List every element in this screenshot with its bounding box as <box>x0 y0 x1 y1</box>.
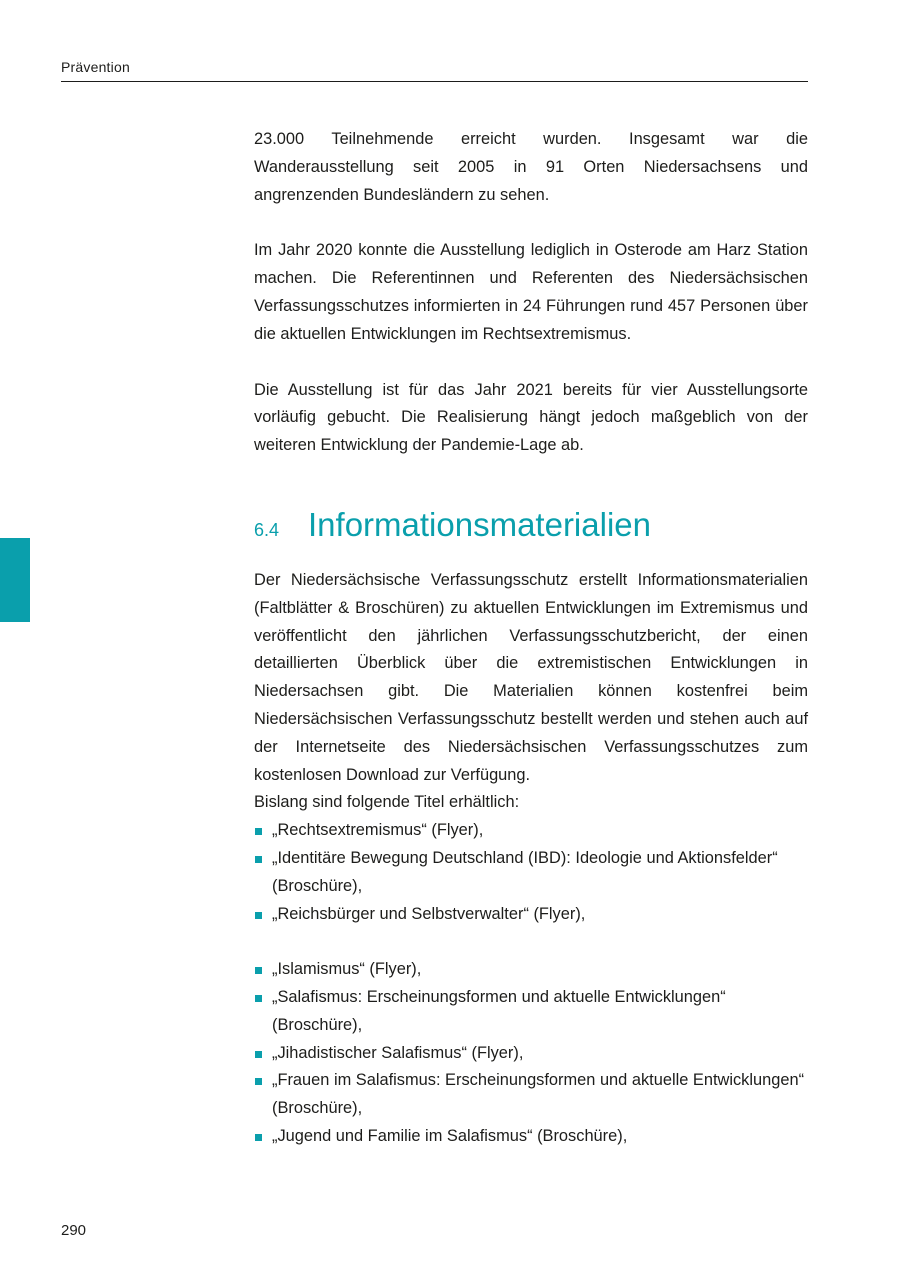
paragraph-exhibition-reach: 23.000 Teilnehmende erreicht wurden. Insgesamt war die Wanderausstellung seit 2005 in 91 Orten Niedersachsens und angrenzenden Bundesländern zu sehen. <box>254 130 808 204</box>
list-item-text: „Rechtsextremismus“ (Flyer), <box>272 821 484 840</box>
list-item <box>254 1123 808 1151</box>
square-bullet-icon <box>255 828 262 835</box>
square-bullet-icon <box>255 1051 262 1058</box>
list-intro: Bislang sind folgende Titel erhältlich: <box>254 793 520 812</box>
page-number: 290 <box>61 1222 87 1239</box>
square-bullet-icon <box>255 967 262 974</box>
list-item <box>254 845 808 901</box>
list-item <box>254 956 808 984</box>
list-item-text: „Jihadistischer Salafismus“ (Flyer), <box>272 1043 524 1062</box>
header-rule <box>61 81 808 82</box>
titles-list <box>254 817 808 1151</box>
section-body-paragraph: Der Niedersächsische Verfassungsschutz erstellt Informationsmaterialien (Faltblätter & Broschüren) zu aktuellen Entwicklungen im Extremismus und veröffentlicht den jährlichen Verfassungsschutzbericht, der einen detaillierten Überblick über die extremistischen Entwicklungen in Niedersachsen gibt. Die Materialien können kostenfrei beim Niedersächsischen Verfassungsschutz bestellt werden und stehen auch auf der Internetseite des Niedersächsischen Verfassungsschutzes zum kostenlosen Download zur Verfügung. <box>254 570 808 784</box>
list-item-text: „Salafismus: Erscheinungsformen und aktuelle Entwicklungen“ (Broschüre), <box>272 987 726 1034</box>
page-content <box>254 126 808 1151</box>
square-bullet-icon <box>255 1078 262 1085</box>
section-number: 6.4 <box>254 519 280 540</box>
list-item-text: „Jugend und Familie im Salafismus“ (Broschüre), <box>272 1126 628 1145</box>
square-bullet-icon <box>255 1134 262 1141</box>
square-bullet-icon <box>255 912 262 919</box>
list-item-text: „Islamismus“ (Flyer), <box>272 960 422 979</box>
section-heading <box>254 505 808 567</box>
list-item <box>254 817 808 845</box>
list-item-text: „Identitäre Bewegung Deutschland (IBD): Ideologie und Aktionsfelder“ (Broschüre), <box>272 848 778 895</box>
list-item <box>254 984 808 1040</box>
list-item <box>254 1040 808 1068</box>
chapter-tab-marker <box>0 538 30 622</box>
square-bullet-icon <box>255 995 262 1002</box>
list-item-text: „Frauen im Salafismus: Erscheinungsformen und aktuelle Entwicklungen“ (Broschüre), <box>272 1071 805 1118</box>
list-item <box>254 1067 808 1123</box>
list-item-text: „Reichsbürger und Selbstverwalter“ (Flyer), <box>272 904 586 923</box>
square-bullet-icon <box>255 856 262 863</box>
section-title: Informationsmaterialien <box>308 505 651 543</box>
paragraph-exhibition-2020: Im Jahr 2020 konnte die Ausstellung lediglich in Osterode am Harz Station machen. Die Referentinnen und Referenten des Niedersächsischen Verfassungsschutzes informierten in 24 Führungen rund 457 Personen über die aktuellen Entwicklungen im Rechtsextremismus. <box>254 241 808 343</box>
paragraph-exhibition-2021: Die Ausstellung ist für das Jahr 2021 bereits für vier Ausstellungsorte vorläufig gebucht. Die Realisierung hängt jedoch maßgeblich von der weiteren Entwicklung der Pandemie-Lage ab. <box>254 380 808 455</box>
running-header: Prävention <box>61 59 130 75</box>
list-item <box>254 901 808 929</box>
